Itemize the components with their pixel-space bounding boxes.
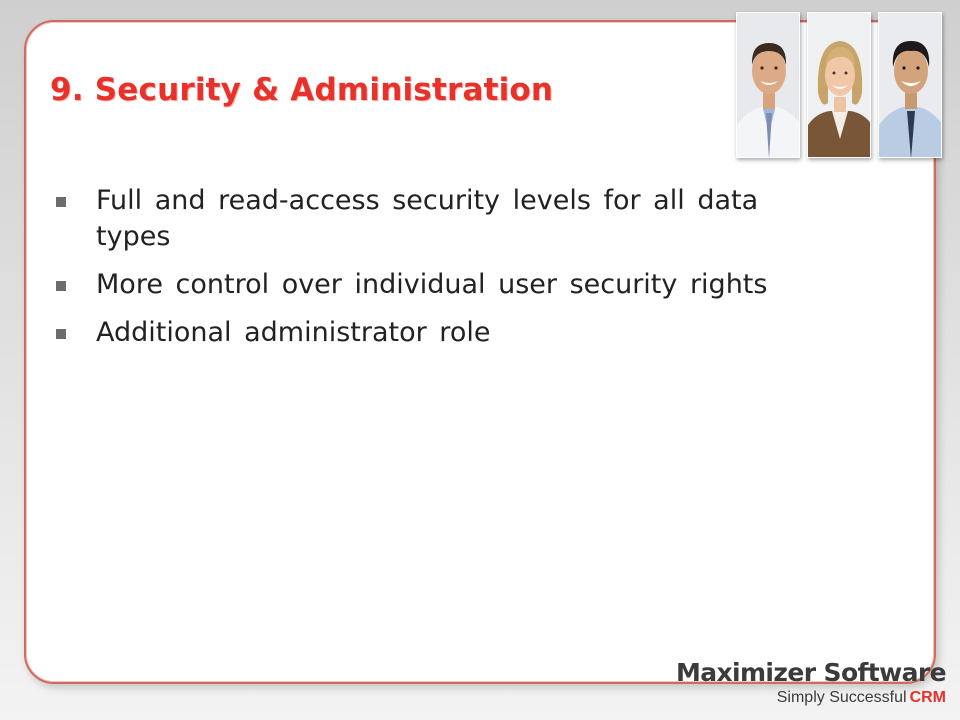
square-bullet-icon [56, 197, 66, 207]
bullet-item [54, 267, 782, 303]
portrait-man-photo-icon [878, 12, 942, 158]
bullet-text: Additional administrator role [96, 317, 491, 348]
logo-tagline: Simply Successful [776, 689, 907, 706]
bullet-item [54, 183, 782, 255]
bullet-text: Full and read-access security levels for all data types [96, 185, 759, 252]
square-bullet-icon [56, 281, 66, 291]
logo-tagline-row [676, 688, 946, 708]
bullet-text: More control over individual user security rights [96, 269, 768, 300]
header-photo-strip [736, 12, 946, 160]
logo-brand-name: Maximizer Software [675, 658, 946, 687]
square-bullet-icon [56, 329, 66, 339]
slide-title: 9. Security & Administration [50, 72, 554, 108]
portrait-man-photo-icon [736, 12, 800, 158]
logo-tagline-accent: CRM [909, 689, 946, 706]
bullet-list [54, 183, 782, 363]
bullet-item [54, 315, 782, 351]
portrait-woman-photo-icon [807, 12, 871, 158]
company-logo [676, 658, 946, 708]
